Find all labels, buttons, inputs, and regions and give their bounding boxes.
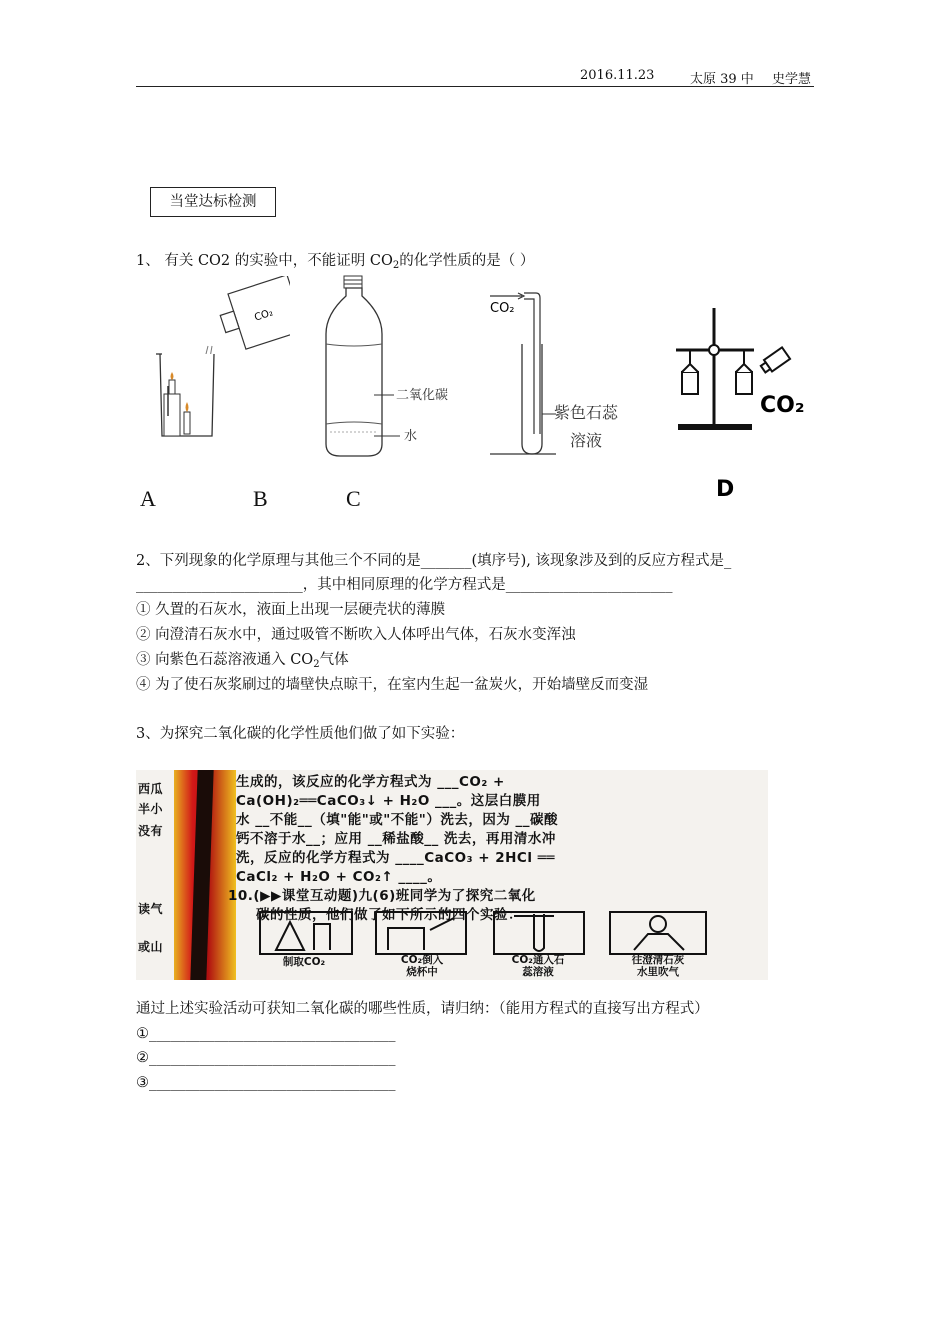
- answer-blank-1[interactable]: ①__________________________________: [136, 1026, 396, 1042]
- figure-b-plastic-bottle: [320, 274, 470, 460]
- figure-c-gas-label: CO₂: [490, 301, 515, 316]
- header-author: 史学慧: [772, 72, 812, 87]
- photo-caption-3: [490, 954, 586, 978]
- figure-b-gas-label: 二氧化碳: [396, 388, 449, 403]
- photo-row-3: 水 __不能__（填"能"或"不能"）洗去，因为 __碳酸: [236, 812, 559, 828]
- header-date: 2016.11.23: [580, 68, 655, 83]
- photo-apparatus-sketches: [254, 910, 734, 958]
- photo-row-8: 碳的性质，他们做了如下所示的四个实验：: [256, 907, 522, 923]
- figure-a-candles-beaker: [150, 276, 290, 444]
- photo-caption-2: [374, 954, 470, 978]
- header-school: 太原 39 中: [690, 72, 754, 87]
- figure-a-bottle-label: CO₂: [253, 307, 275, 324]
- figure-b-water-label: 水: [404, 429, 418, 444]
- figure-b-label: B: [253, 486, 268, 511]
- question-3-summary: 通过上述实验活动可获知二氧化碳的哪些性质，请归纳：（能用方程式的直接写出方程式）: [136, 1001, 709, 1017]
- photo-row-6: CaCl₂ + H₂O + CO₂↑ ____。: [236, 869, 442, 885]
- q2-opt3-part1: ③ 向紫色石蕊溶液通入 CO: [136, 652, 314, 668]
- figure-d-label: D: [716, 477, 735, 500]
- photo-caption-1: 制取CO₂: [282, 956, 326, 968]
- question-1-text: [136, 251, 534, 276]
- photo-caption-3-line-2: 蕊溶液: [522, 966, 554, 978]
- question-2-line-1: 2、下列现象的化学原理与其他三个不同的是_______(填序号), 该现象涉及到的反应方程式是_: [136, 553, 732, 569]
- q1-subscript: 2: [392, 260, 400, 271]
- photo-left-text-3: 没有: [138, 824, 164, 838]
- photo-caption-2-line-1: CO₂倒入: [400, 954, 444, 966]
- photo-left-text-5: 或山: [138, 940, 164, 954]
- question-2-option-4: ④ 为了使石灰浆刷过的墙壁快点晾干，在室内生起一盆炭火，开始墙壁反而变湿: [136, 677, 649, 693]
- q1-text-part1: 1、 有关 CO2 的实验中，不能证明 CO: [136, 253, 393, 269]
- photo-row-7: 10.(▶▶课堂互动题)九(6)班同学为了探究二氧化: [228, 888, 536, 904]
- section-title: 当堂达标检测: [150, 187, 276, 217]
- photo-caption-4-line-2: 水里吹气: [637, 966, 679, 978]
- figure-a-label: A: [140, 486, 156, 511]
- page-header: [136, 66, 814, 87]
- q2-opt3-subscript: 2: [313, 659, 320, 670]
- photo-caption-4: [610, 954, 706, 978]
- photo-row-5: 洗，反应的化学方程式为 ____CaCO₃ + 2HCl ══: [236, 850, 555, 866]
- question-2-line-2: _______________________，其中相同原理的化学方程式是_______________________: [136, 577, 673, 593]
- figure-c-test-tube: [486, 284, 646, 460]
- photo-row-2: Ca(OH)₂══CaCO₃↓ + H₂O ___。这层白膜用: [236, 793, 541, 809]
- photo-left-text-4: 读气: [138, 902, 164, 916]
- answer-blank-2[interactable]: ②__________________________________: [136, 1050, 396, 1066]
- photo-caption-2-line-2: 烧杯中: [406, 966, 438, 978]
- question-3-intro: 3、为探究二氧化碳的化学性质他们做了如下实验：: [136, 726, 465, 742]
- figure-c-label: C: [346, 486, 361, 511]
- figure-c-solution-label-2: 溶液: [570, 431, 603, 450]
- q2-opt3-part2: 气体: [319, 652, 349, 668]
- photo-caption-4-line-1: 往澄清石灰: [631, 954, 685, 966]
- textbook-photo: [136, 770, 768, 980]
- question-2-option-3: [136, 650, 349, 675]
- figure-d-gas-label: CO₂: [760, 393, 805, 418]
- photo-left-text-2: 半小: [138, 802, 164, 816]
- figure-c-solution-label-1: 紫色石蕊: [554, 403, 619, 422]
- photo-caption-3-line-1: CO₂通入石: [511, 954, 565, 966]
- photo-row-1: 生成的，该反应的化学方程式为 ___CO₂ +: [236, 774, 505, 790]
- question-2-option-2: ② 向澄清石灰水中，通过吸管不断吹入人体呼出气体，石灰水变浑浊: [136, 627, 576, 643]
- photo-left-text-1: 西瓜: [138, 782, 164, 796]
- figure-d-balance: [668, 300, 818, 500]
- q1-text-part2: 的化学性质的是（ ）: [399, 253, 535, 269]
- answer-blank-3[interactable]: ③__________________________________: [136, 1075, 396, 1091]
- question-2-option-1: ① 久置的石灰水，液面上出现一层硬壳状的薄膜: [136, 602, 446, 618]
- photo-row-4: 钙不溶于水__；应用 __稀盐酸__ 洗去，再用清水冲: [236, 831, 556, 847]
